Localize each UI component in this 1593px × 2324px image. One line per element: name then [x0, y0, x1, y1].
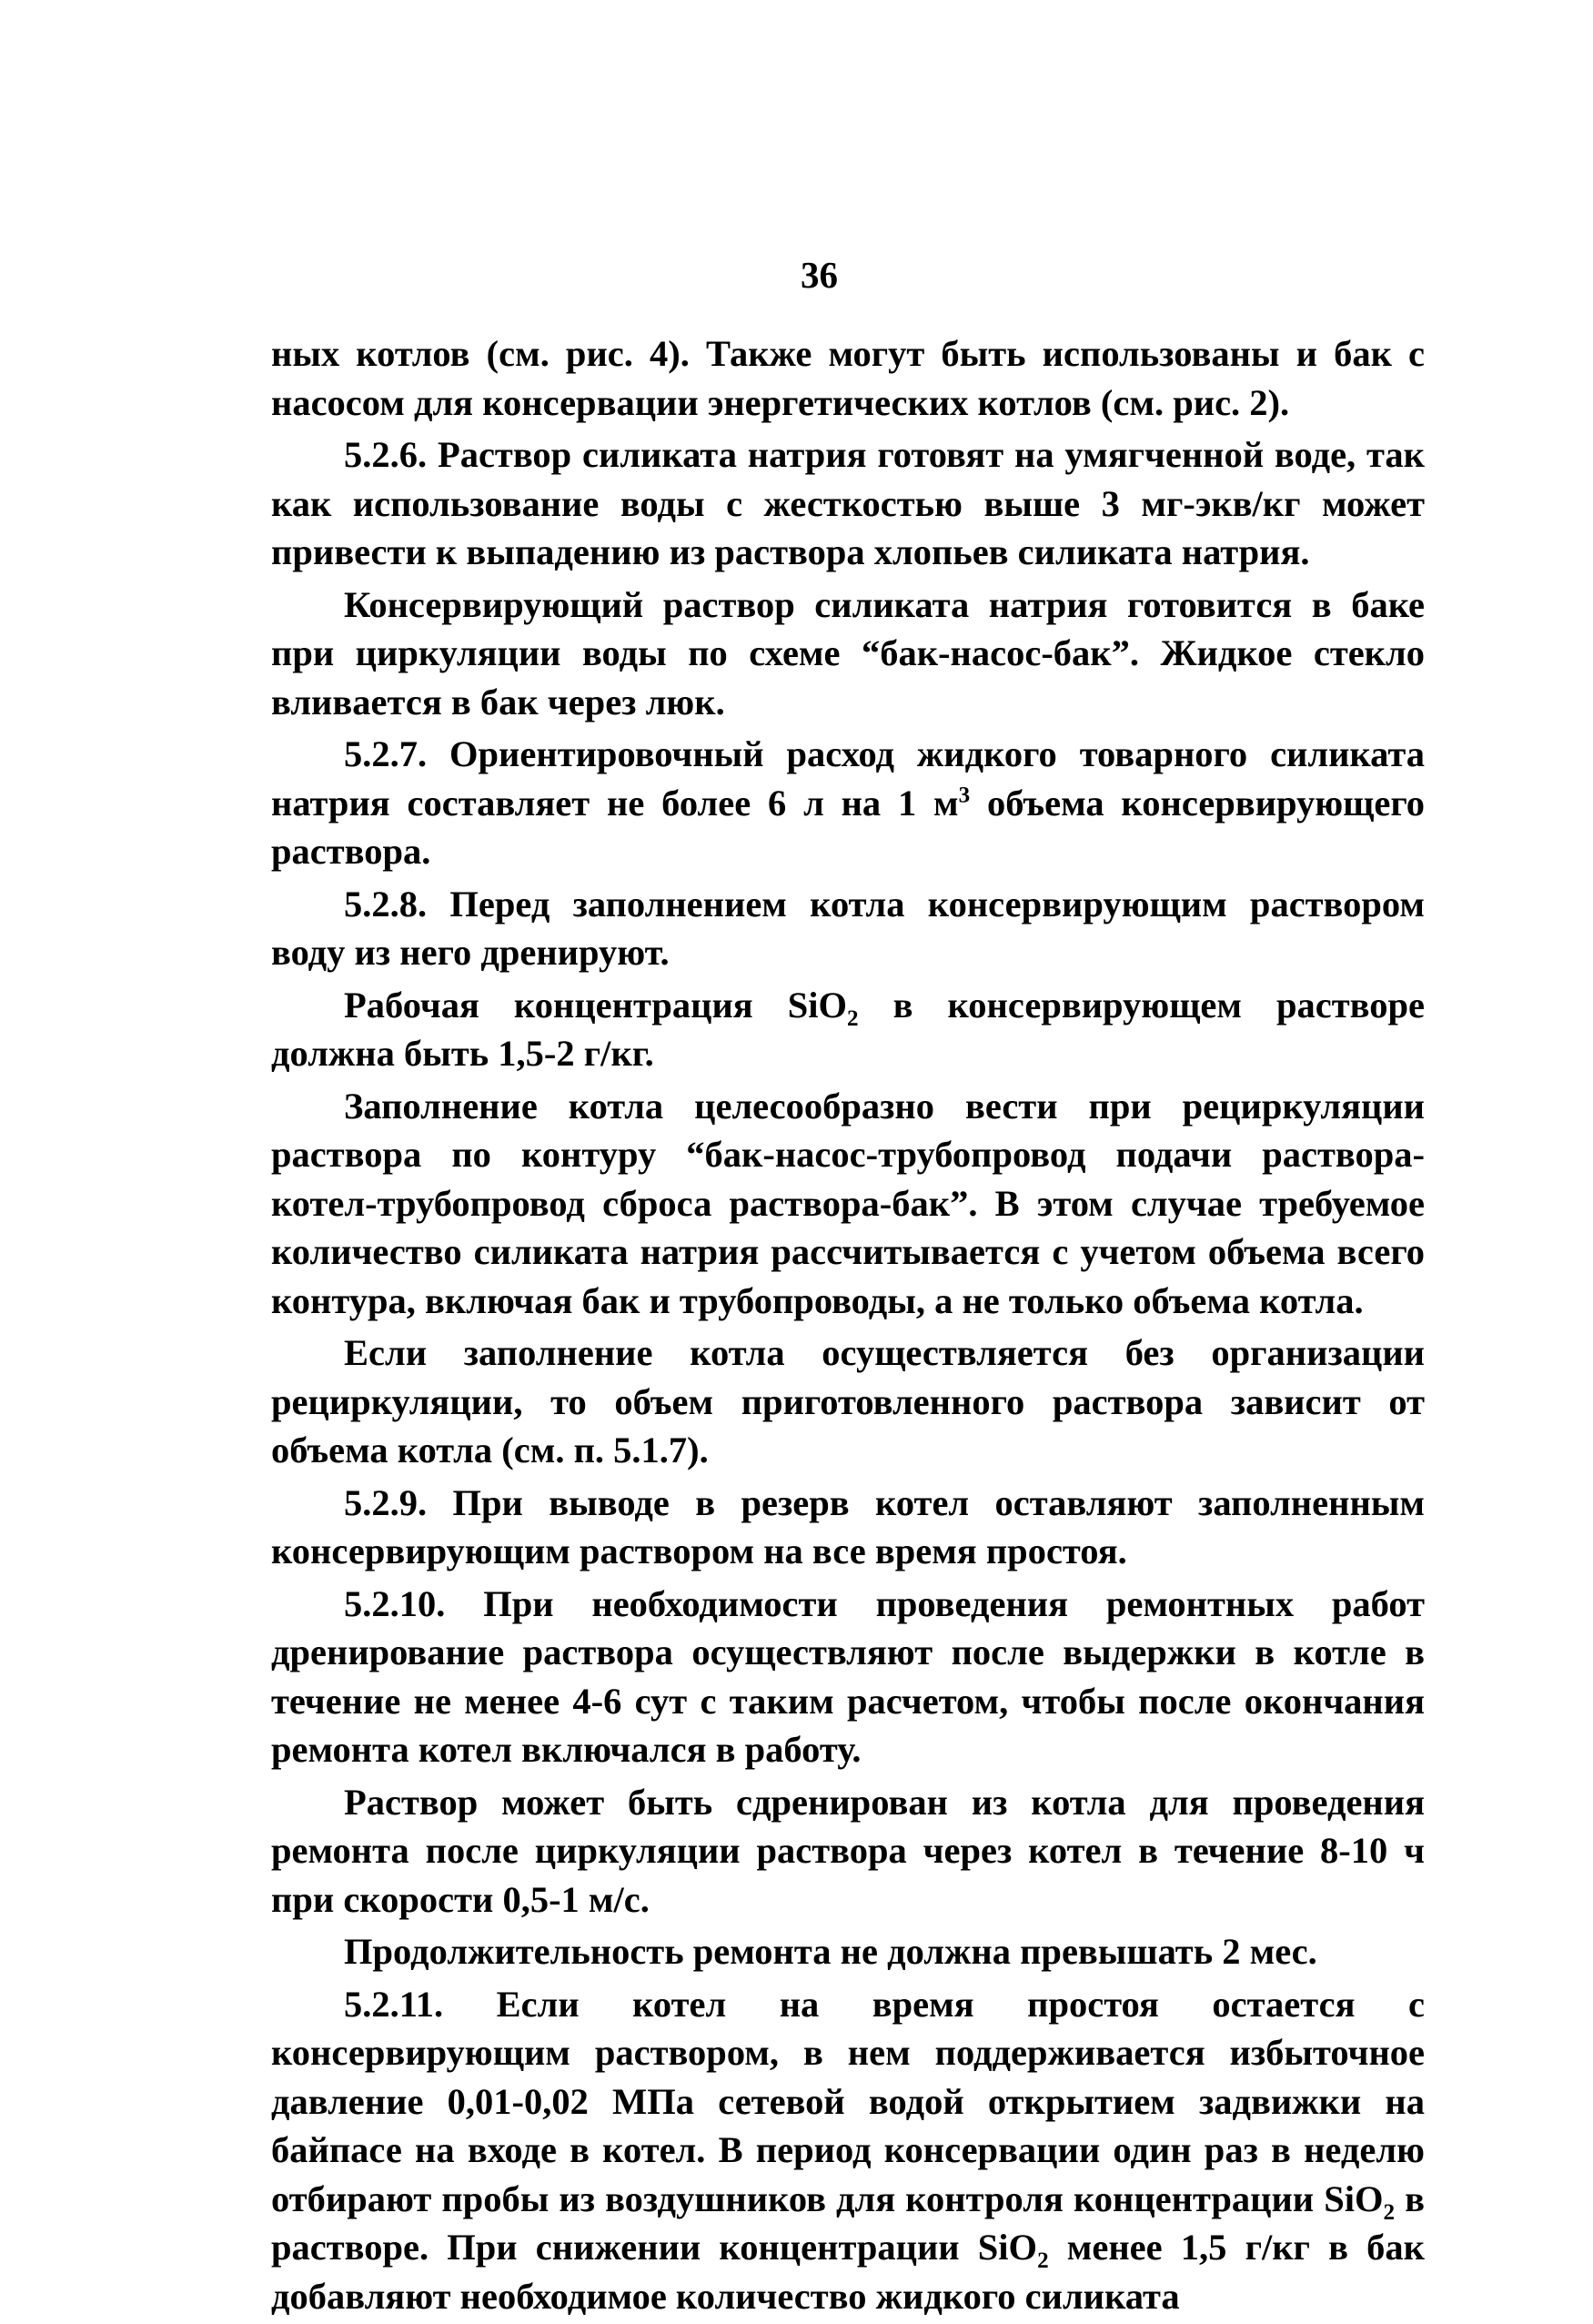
paragraph-text: Рабочая концентрация SiO	[344, 984, 848, 1026]
paragraph-text: в растворе. При снижении концентрации SiO	[271, 2177, 1426, 2268]
document-body	[271, 329, 1425, 2324]
paragraph	[271, 581, 1425, 727]
paragraph	[271, 880, 1425, 977]
subscript: 2	[1383, 2199, 1396, 2225]
paragraph-text: 5.2.6. Раствор силиката натрия готовят на умягченной воде, так как использование воды с жесткостью выше 3 мг-экв/кг может привести к выпадению из раствора хлопьев силиката натрия.	[271, 434, 1425, 572]
paragraph	[271, 430, 1425, 577]
paragraph	[271, 1580, 1425, 1774]
paragraph-text: в консервирующем растворе должна быть 1,5-2 г/кг.	[271, 984, 1426, 1074]
paragraph-text: ных котлов (см. рис. 4). Также могут быть использованы и бак с насосом для консервации энергетических котлов (см. рис. 2).	[271, 333, 1425, 423]
paragraph	[271, 981, 1425, 1078]
paragraph-text: Продолжительность ремонта не должна превышать 2 мес.	[344, 1931, 1317, 1972]
paragraph-text: 5.2.10. При необходимости проведения ремонтных работ дренирование раствора осуществляют после выдержки в котле в течение не менее 4-6 сут с таким расчетом, чтобы после окончания ремонта котел включался в работу.	[271, 1582, 1425, 1770]
paragraph-text: Консервирующий раствор силиката натрия готовится в баке при циркуляции воды по схеме “бак-насос-бак”. Жидкое стекло вливается в бак через люк.	[271, 583, 1425, 722]
paragraph	[271, 1329, 1425, 1475]
paragraph	[271, 1479, 1425, 1576]
paragraph-text: 5.2.8. Перед заполнением котла консервирующим раствором воду из него дренируют.	[271, 883, 1425, 973]
paragraph	[271, 1778, 1425, 1925]
paragraph-text: менее 1,5 г/кг в бак добавляют необходимое количество жидкого силиката	[271, 2227, 1425, 2317]
paragraph-text: 5.2.7. Ориентировочный расход жидкого товарного силиката натрия составляет не более 6 л на 1 м	[271, 733, 1425, 824]
paragraph-text: Заполнение котла целесообразно вести при рециркуляции раствора по контуру “бак-насос-трубопровод подачи раствора-котел-трубопровод сброса раствора-бак”. В этом случае требуемое количество силиката натрия рассчитывается с учетом объема всего контура, включая бак и трубопроводы, а не только объема котла.	[271, 1085, 1425, 1321]
subscript: 2	[847, 1005, 859, 1031]
paragraph	[271, 1082, 1425, 1326]
page-number: 36	[801, 254, 838, 296]
paragraph	[271, 730, 1425, 876]
paragraph	[271, 329, 1425, 427]
paragraph-text: Раствор может быть сдренирован из котла для проведения ремонта после циркуляции раствора через котел в течение 8-10 ч при скорости 0,5-1 м/с.	[271, 1781, 1425, 1920]
paragraph-text: 5.2.9. При выводе в резерв котел оставляют заполненным консервирующим раствором на все время простоя.	[271, 1481, 1425, 1571]
subscript: 2	[1037, 2248, 1049, 2274]
superscript: 3	[958, 783, 971, 807]
paragraph-text: Если заполнение котла осуществляется без организации рециркуляции, то объем приготовленного раствора зависит от объема котла (см. п. 5.1.7).	[271, 1332, 1425, 1470]
paragraph-text: 5.2.11. Если котел на время простоя остается с консервирующим раствором, в нем поддерживается избыточное давление 0,01-0,02 МПа сетевой водой открытием задвижки на байпасе на входе в котел. В период консервации один раз в неделю отбирают пробы из воздушников для контроля концентрации SiO	[271, 1983, 1425, 2219]
paragraph-text: объема консервирующего раствора.	[271, 782, 1425, 872]
paragraph	[271, 1980, 1425, 2321]
paragraph	[271, 1927, 1425, 1976]
